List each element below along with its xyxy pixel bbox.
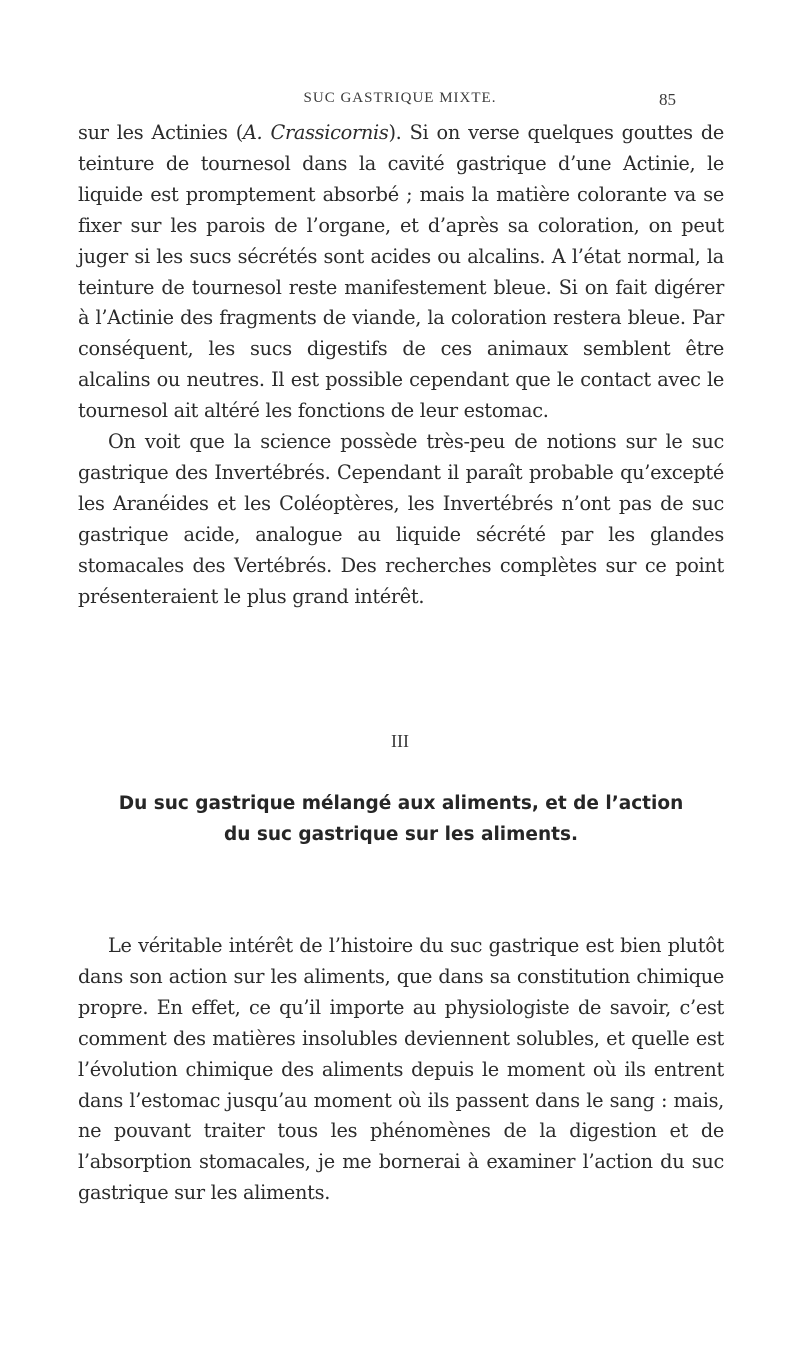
running-head — [0, 90, 800, 114]
page-number: 85 — [659, 90, 676, 109]
section-heading-line-2: du suc gastrique sur les aliments. — [223, 824, 579, 845]
paragraph-invertebres: On voit que la science possède très-peu de notions sur le suc gastrique des Invertébrés. Cependant il paraît probable qu’excepté les Aranéides et les Coléoptères, les Invertébrés n’ont pas de suc gastrique acide, analogue au liquide sécrété par les glandes stomacales des Vertébrés. Des recherches complètes sur ce point présenteraient le plus grand intérêt. — [78, 430, 724, 608]
section-number: III — [391, 731, 409, 751]
text-block-upper — [78, 118, 724, 613]
paragraph-interet: Le véritable intérêt de l’histoire du suc gastrique est bien plutôt dans son action sur les aliments, que dans sa constitution chimique propre. En effet, ce qu’il importe au physiologiste de savoir, c’est comment des matières insolubles deviennent solubles, et quelle est l’évolution chimique des aliments depuis le moment où ils entrent dans l’estomac jusqu’au moment où ils passent dans le sang : mais, ne pouvant traiter tous les phénomènes de la digestion et de l’absorption stomacales, je me bornerai à examiner l’action du suc gastrique sur les aliments. — [78, 934, 724, 1205]
running-title: SUC GASTRIQUE MIXTE. — [303, 90, 497, 106]
paragraph-actinies-start: sur les Actinies ( — [78, 121, 243, 144]
paragraph-actinies — [78, 118, 724, 427]
section-heading — [78, 788, 724, 850]
paragraph-actinies-rest: ). Si on verse quelques gouttes de teinture de tournesol dans la cavité gastrique d’une Actinie, le liquide est promptement absorbé ; mais la matière colorante va se fixer sur les parois de l’organe, et d’après sa coloration, on peut juger si les sucs sécrétés sont acides ou alcalins. A l’état normal, la teinture de tournesol reste manifestement bleue. Si on fait digérer à l’Actinie des fragments de viande, la coloration restera bleue. Par conséquent, les sucs digestifs de ces animaux semblent être alcalins ou neutres. Il est possible cependant que le contact avec le tournesol ait altéré les fonctions de leur estomac. — [78, 121, 725, 423]
text-block-lower — [78, 931, 724, 1209]
species-name: A. Crassicornis — [242, 121, 389, 144]
section-heading-line-1: Du suc gastrique mélangé aux aliments, et de l’action — [118, 793, 684, 814]
